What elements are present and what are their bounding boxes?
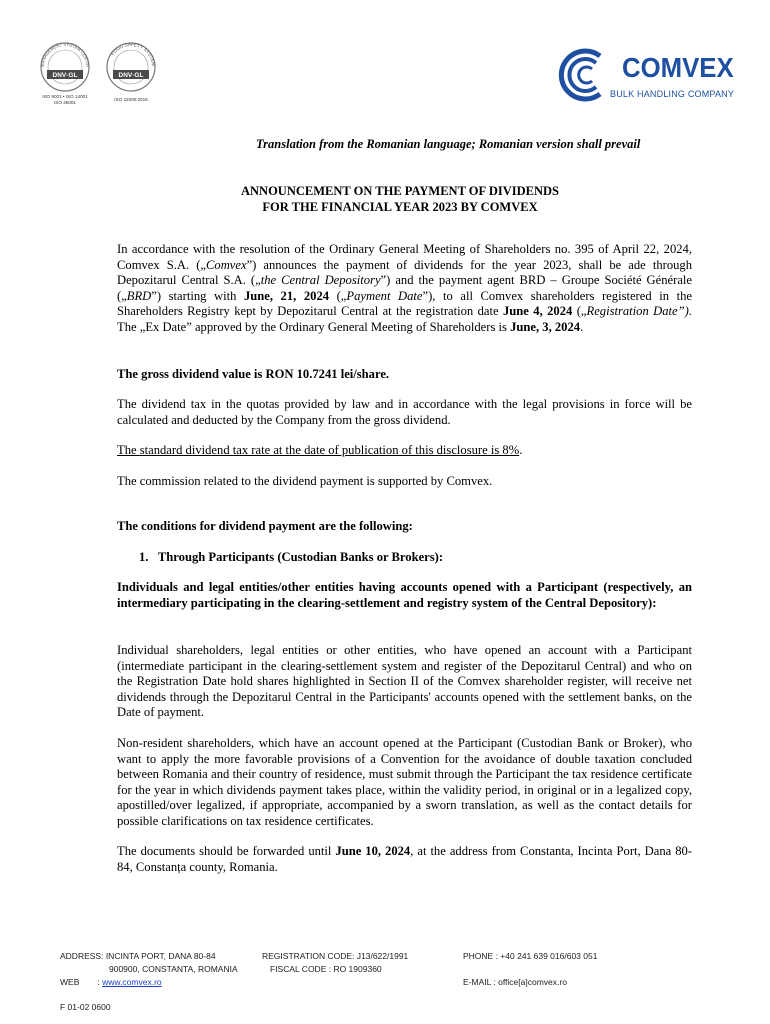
commission-line: The commission related to the dividend payment is supported by Comvex. [117, 474, 493, 488]
web-label: WEB [60, 977, 80, 987]
term-payment-date: Payment Date [346, 288, 423, 303]
website-link[interactable]: www.comvex.ro [102, 977, 162, 987]
intro-paragraph [117, 242, 692, 336]
text: . [580, 319, 584, 334]
individuals-paragraph: Individual shareholders, legal entities or other entities, who have opened an account with a Participant (intermediate participant in the clearing-settlement system and register of the Depozitarul Central) and who on the Registration Date hold shares highlighted in Section II of the Comvex shareholder register, will receive net dividends through the Depozitarul Central in the Participants' accounts opened with the settlement banks, on the Date of payment. [117, 643, 692, 720]
text: In accordance with the resolution of the Ordinary General Meeting of Shareholders no. 395 of April 22, 2024, Comvex S.A. („ [117, 242, 692, 272]
phone: PHONE : +40 241 639 016/603 051 [463, 951, 598, 961]
payment-date: June, 21, 2024 [243, 288, 330, 303]
list-label: Through Participants (Custodian Banks or Brokers): [157, 550, 444, 564]
svg-text:MANAGEMENT SYSTEM CERTIFICATIO: MANAGEMENT SYSTEM CERTIFI [39, 41, 91, 68]
documents-deadline: June 10, 2024 [335, 844, 411, 858]
tax-rate-text: The standard dividend tax rate at the date of publication of this disclosure is 8% [117, 443, 520, 457]
svg-text:DNV·GL: DNV·GL [52, 72, 78, 79]
text: . [519, 443, 523, 457]
gross-dividend-line: The gross dividend value is RON 10.7241 lei/share. [117, 367, 390, 381]
footer-web [60, 976, 260, 989]
svg-text:ISO 45001: ISO 45001 [54, 100, 76, 105]
web-separator: : [97, 977, 100, 987]
term-comvex: Comvex [206, 257, 247, 272]
text: („ [329, 288, 347, 303]
svg-text:ISO 9001 • ISO 14001: ISO 9001 • ISO 14001 [42, 94, 88, 99]
nonresident-paragraph: Non-resident shareholders, which have an account opened at the Participant (Custodian Bank or Broker), who want to apply the more favorable provisions of a Convention for the avoidance of double taxation concluded between Romania and their country of residence, must submit through the Participant the tax residence certificate for the year in which dividends payment takes place, within the validity period, in original or in a legalized copy, apostilled/over legalized, if appropriate, accompanied by a sworn translation, as well as the contact details for possible clarifications on tax residence certificates. [117, 736, 692, 828]
text: ”) announces the payment of dividends for the year 2023, shall be ade through Depozitarul Central S.A. („ [117, 257, 693, 288]
brand-name: COMVEX [622, 52, 734, 83]
term-central-depository: the Central Depository [260, 273, 381, 288]
fiscal-code: FISCAL CODE : RO 1909360 [270, 964, 382, 974]
brand-tagline: BULK HANDLING COMPANY [610, 89, 735, 99]
svg-text:DNV·GL: DNV·GL [118, 72, 144, 79]
term-brd: BRD [126, 288, 152, 303]
registration-code: REGISTRATION CODE: J13/622/1991 [262, 951, 409, 961]
text: The documents should be forwarded until [117, 844, 336, 858]
certification-logos [38, 40, 168, 110]
term-registration-date: Registration Date”). [586, 304, 692, 319]
dnv-food-safety-seal [107, 42, 156, 102]
text: , at the address from Constanta, Incinta Port, Dana 80-84, Constanța county, Romania. [117, 844, 692, 874]
title-line-1: ANNOUNCEMENT ON THE PAYMENT OF DIVIDENDS [241, 184, 559, 198]
address-label: ADDRESS [60, 951, 102, 961]
footer-address-block [60, 950, 260, 989]
text: ”) starting with [151, 288, 244, 303]
conditions-heading: The conditions for dividend payment are the following: [117, 519, 413, 533]
documents-paragraph [117, 844, 692, 875]
footer-contact-block [463, 950, 663, 989]
participants-heading: Individuals and legal entities/other entities having accounts opened with a Participant (respectively, an intermediary participating in the clearing-settlement and registry system of the Central Depository): [117, 580, 692, 610]
ex-date: June, 3, 2024 [510, 319, 581, 334]
list-item-1 [139, 550, 689, 566]
tax-paragraph: The dividend tax in the quotas provided by law and in accordance with the legal provisions in force will be calculated and deducted by the Company from the gross dividend. [117, 397, 692, 427]
page-title [200, 183, 600, 215]
address-line-2: 900900, CONSTANTA, ROMANIA [109, 964, 238, 974]
dnv-management-system-seal [38, 40, 90, 105]
registration-date: June 4, 2024 [502, 304, 573, 319]
footer-registration-block [262, 950, 452, 976]
title-line-2: FOR THE FINANCIAL YEAR 2023 BY COMVEX [262, 200, 538, 214]
svg-text:FOOD SAFETY SYSTEM: FOOD SAFETY SYSTEM [110, 41, 157, 67]
translation-note: Translation from the Romanian language; Romanian version shall prevail [256, 137, 641, 151]
svg-text:ISO 22000:2018: ISO 22000:2018 [114, 97, 148, 102]
text: The „Ex Date” approved by the Ordinary General Meeting of Shareholders is [117, 319, 511, 334]
list-number: 1. [139, 550, 149, 564]
tax-rate-line [117, 443, 692, 459]
text: ”) and the payment agent BRD – Groupe Société Générale („ [117, 273, 692, 303]
footer-address [60, 950, 260, 963]
form-code: F 01-02 0600 [60, 1002, 111, 1012]
email: E-MAIL : office[a]comvex.ro [463, 977, 567, 987]
address-line-1: : INCINTA PORT, DANA 80-84 [101, 951, 216, 961]
text: ”), to all Comvex shareholders registered in the Shareholders Registry kept by Depozitarul Central at the registration date [117, 288, 692, 319]
text: („ [572, 304, 587, 319]
